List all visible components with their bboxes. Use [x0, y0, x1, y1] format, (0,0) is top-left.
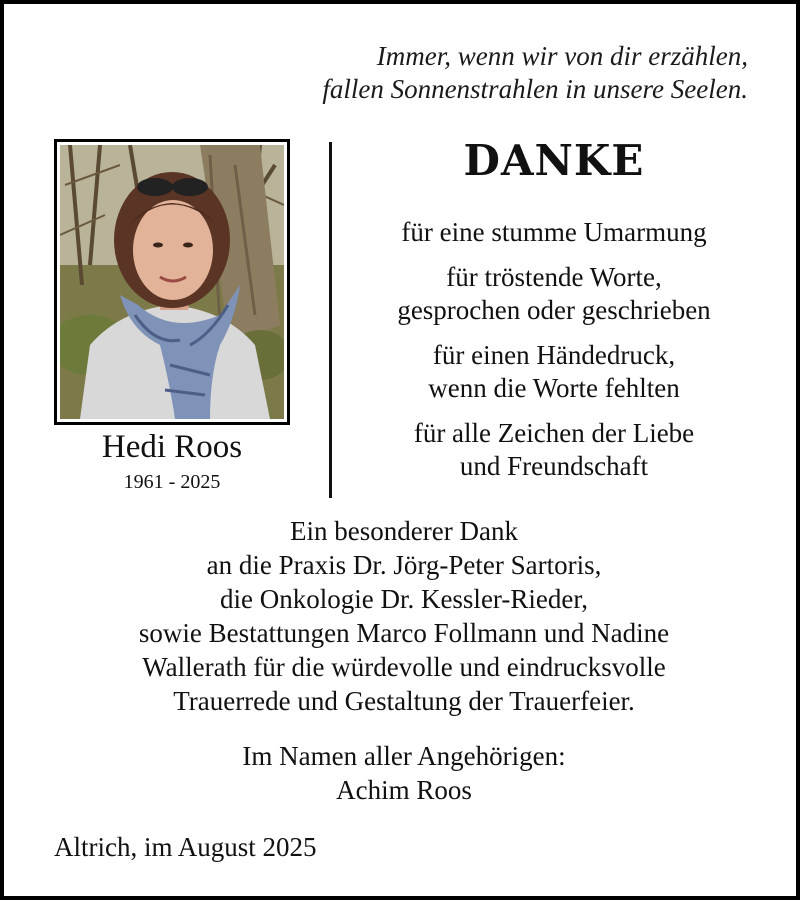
portrait-image — [60, 145, 284, 419]
special-thanks — [4, 514, 800, 718]
thanks-line: für eine stumme Umarmung — [401, 217, 707, 247]
quote-line-1: Immer, wenn wir von dir erzählen, — [376, 41, 748, 71]
thanks-line: für alle Zeichen der Liebe — [413, 418, 695, 448]
danke-heading: DANKE — [463, 136, 645, 185]
signature-name: Achim Roos — [336, 775, 472, 805]
place-and-date: Altrich, im August 2025 — [54, 832, 317, 862]
thanks-line: und Freundschaft — [459, 451, 649, 481]
special-thanks-line: Ein besonderer Dank — [290, 516, 518, 546]
memorial-quote — [148, 40, 748, 106]
thanks-item — [344, 417, 764, 483]
thanks-list — [344, 216, 764, 495]
thanks-line: gesprochen oder geschrieben — [397, 295, 711, 325]
thanks-item — [344, 339, 764, 405]
vertical-divider — [329, 142, 332, 498]
thanks-item — [344, 261, 764, 327]
special-thanks-line: an die Praxis Dr. Jörg-Peter Sartoris, — [206, 550, 602, 580]
thanks-line: für einen Händedruck, — [432, 340, 676, 370]
thanks-line: wenn die Worte fehlten — [428, 373, 680, 403]
thanks-line: für tröstende Worte, — [446, 262, 662, 292]
special-thanks-line: Wallerath für die würdevolle und eindrucksvolle — [142, 652, 666, 682]
special-thanks-line: Trauerrede und Gestaltung der Trauerfeier. — [173, 686, 635, 716]
special-thanks-line: sowie Bestattungen Marco Follmann und Nadine — [138, 618, 670, 648]
thanks-item — [344, 216, 764, 249]
quote-line-2: fallen Sonnenstrahlen in unsere Seelen. — [322, 74, 748, 104]
signature-intro: Im Namen aller Angehörigen: — [242, 741, 566, 771]
signature-block — [4, 739, 800, 807]
special-thanks-line: die Onkologie Dr. Kessler-Rieder, — [219, 584, 589, 614]
life-dates: 1961 - 2025 — [123, 471, 221, 493]
deceased-name: Hedi Roos — [101, 429, 243, 465]
portrait-photo — [54, 139, 290, 425]
